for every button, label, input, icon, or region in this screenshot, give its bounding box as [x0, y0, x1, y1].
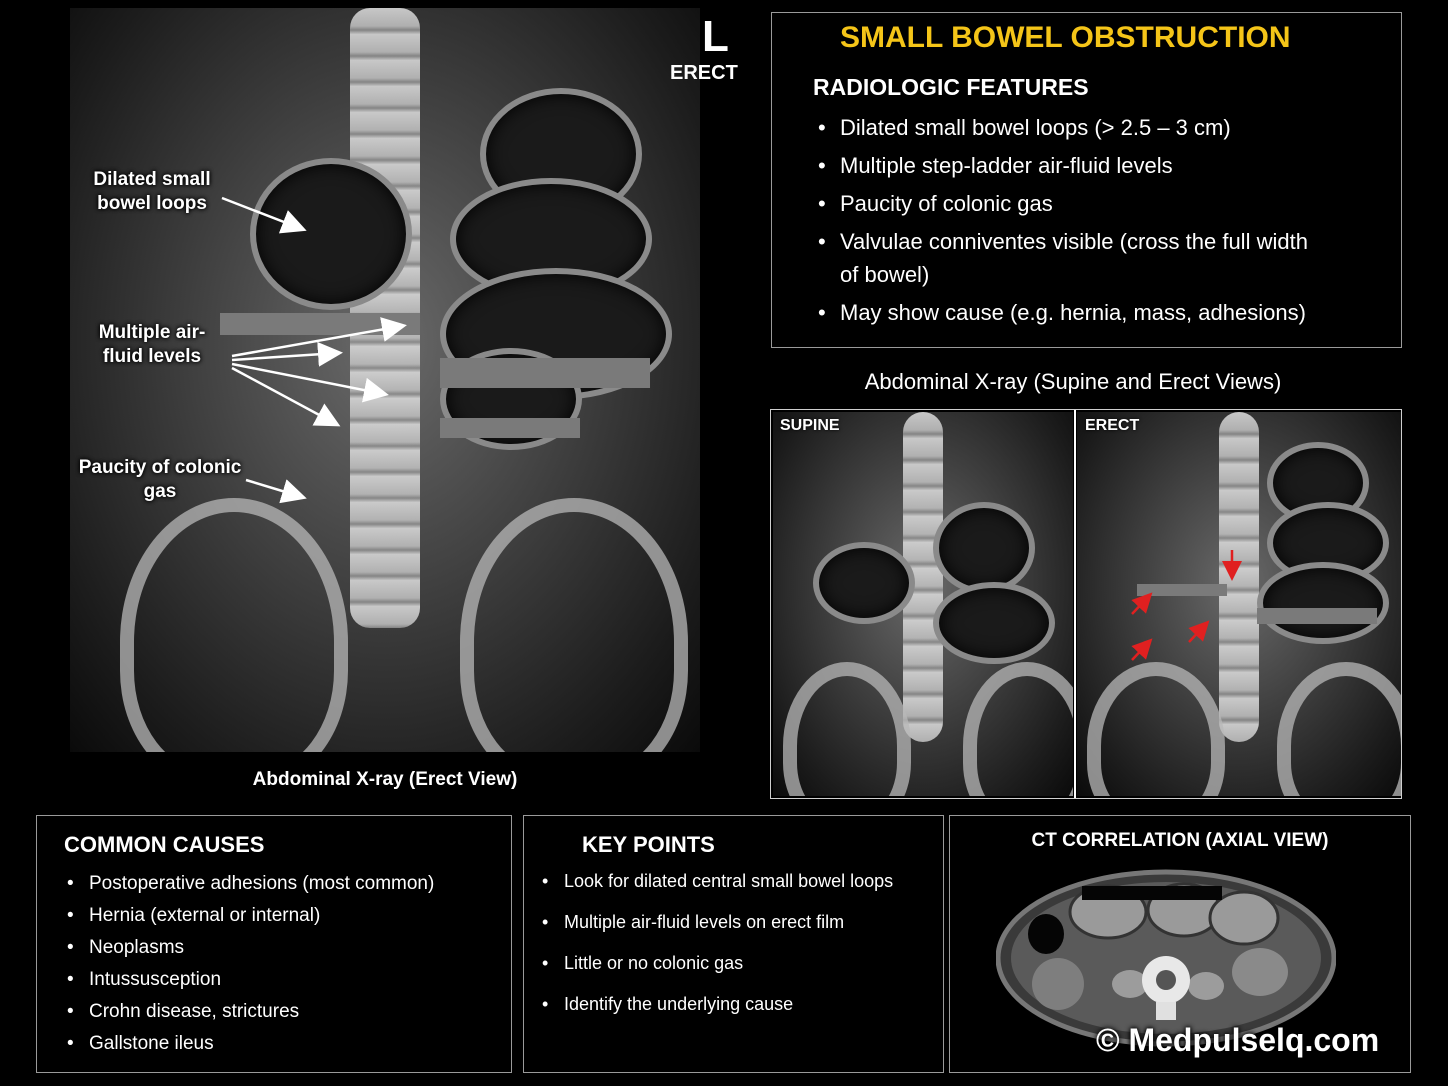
- feature-item: • Dilated small bowel loops (> 2.5 – 3 cm): [814, 111, 1374, 144]
- features-heading: RADIOLOGIC FEATURES: [813, 74, 1089, 100]
- ct-panel: [949, 815, 1411, 1073]
- supine-xray-image: [773, 412, 1073, 796]
- page-title: SMALL BOWEL OBSTRUCTION: [840, 21, 1291, 54]
- pelvis-left: [783, 662, 911, 796]
- comparison-panel: [770, 409, 1402, 799]
- label-air-fluid-levels: Multiple air-fluid levels: [98, 322, 206, 367]
- comparison-title: Abdominal X-ray (Supine and Erect Views): [864, 369, 1282, 394]
- feature-item: • Multiple step-ladder air-fluid levels: [814, 149, 1374, 182]
- red-arrow: [1189, 624, 1206, 642]
- key-point-item: • Multiple air-fluid levels on erect film: [538, 909, 938, 936]
- feature-item: • Paucity of colonic gas: [814, 187, 1374, 220]
- red-arrow: [1132, 642, 1149, 660]
- bowel-loop: [933, 502, 1035, 594]
- key-points-heading: KEY POINTS: [582, 832, 715, 857]
- causes-panel: [36, 815, 512, 1073]
- cause-item: • Hernia (external or internal): [63, 900, 503, 932]
- key-points-panel: [523, 815, 944, 1073]
- features-panel: [771, 12, 1402, 348]
- red-arrows: [1077, 410, 1401, 798]
- bowel-loop: [933, 582, 1055, 664]
- view-marker: ERECT: [670, 62, 738, 84]
- panel-divider: [1074, 410, 1076, 798]
- annotation-arrows: [0, 0, 760, 760]
- arrow-colonic-gas: [246, 480, 302, 497]
- side-marker: L: [702, 12, 729, 61]
- pelvis-right: [963, 662, 1073, 796]
- ct-axial-image: [996, 862, 1336, 1048]
- features-list: [814, 111, 1374, 329]
- erect-label: ERECT: [1085, 417, 1140, 434]
- key-point-item: • Little or no colonic gas: [538, 950, 938, 977]
- cause-item: • Neoplasms: [63, 932, 503, 964]
- key-points-list: [538, 868, 938, 1018]
- feature-item: • May show cause (e.g. hernia, mass, adhesions): [814, 296, 1374, 329]
- arrow-air-fluid-1: [232, 326, 402, 356]
- ct-heading: CT CORRELATION (AXIAL VIEW): [1031, 830, 1329, 851]
- cause-item: • Crohn disease, strictures: [63, 996, 503, 1028]
- key-point-item: • Look for dilated central small bowel loops: [538, 868, 938, 895]
- causes-list: [63, 868, 503, 1060]
- cause-item: • Gallstone ileus: [63, 1028, 503, 1060]
- supine-label: SUPINE: [780, 417, 840, 434]
- cause-item: • Intussusception: [63, 964, 503, 996]
- cause-item: • Postoperative adhesions (most common): [63, 868, 503, 900]
- arrow-air-fluid-4: [232, 368, 336, 424]
- bowel-loop: [813, 542, 915, 624]
- red-arrow: [1132, 596, 1149, 614]
- label-colonic-gas: Paucity of colonic gas: [78, 457, 242, 502]
- label-dilated-loops: Dilated small bowel loops: [93, 169, 211, 214]
- watermark: © Medpulselq.com: [1096, 1022, 1380, 1058]
- causes-heading: COMMON CAUSES: [64, 832, 265, 857]
- arrow-dilated-loops: [222, 198, 302, 229]
- feature-item: • Valvulae conniventes visible (cross the full width of bowel): [814, 225, 1310, 291]
- key-point-item: • Identify the underlying cause: [538, 991, 938, 1018]
- main-xray-caption: Abdominal X-ray (Erect View): [252, 769, 518, 790]
